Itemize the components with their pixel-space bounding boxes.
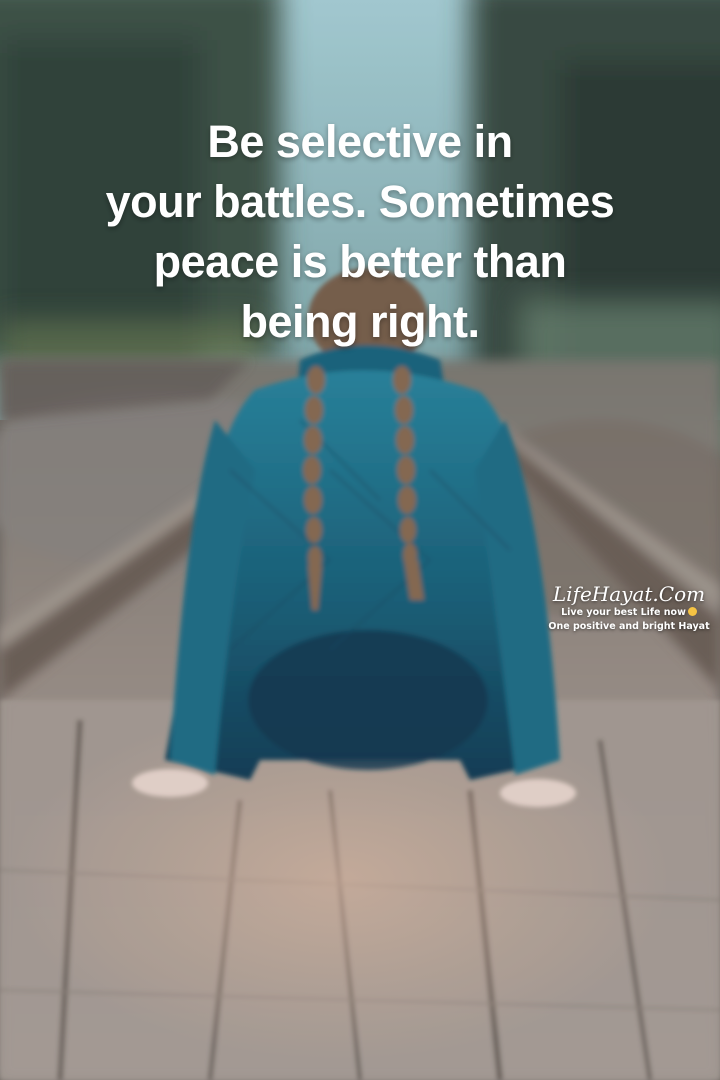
quote-line-2: your battles. Sometimes [105,176,615,227]
quote-text [40,112,680,352]
watermark [544,582,714,634]
smiley-emoji-icon [688,607,697,616]
watermark-tagline: Live your best Life now [561,607,686,618]
quote-line-1: Be selective in [207,116,513,167]
quote-line-3: peace is better than [153,236,567,287]
watermark-logo: LifeHayat.Com [552,582,706,606]
watermark-tagline-row [544,606,714,620]
quote-line-4: being right. [240,296,480,347]
watermark-subline: One positive and bright Hayat [548,621,710,632]
